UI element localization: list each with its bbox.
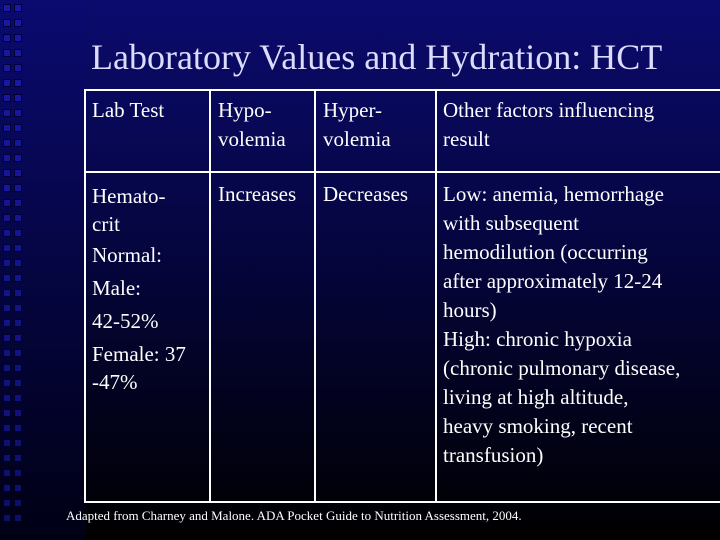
decorative-square	[3, 274, 11, 282]
cell-text: Hemato-	[92, 184, 166, 208]
decorative-square	[14, 124, 22, 132]
cell-lab-test	[92, 180, 186, 397]
header-text: Other factors influencing	[443, 98, 655, 122]
column-divider-1	[209, 91, 211, 501]
decorative-square	[14, 229, 22, 237]
decorative-square	[3, 424, 11, 432]
decorative-square	[14, 79, 22, 87]
column-divider-3	[435, 91, 437, 501]
decorative-square	[3, 364, 11, 372]
decorative-square	[14, 154, 22, 162]
cell-text: -47%	[92, 370, 138, 394]
decorative-square	[14, 199, 22, 207]
decorative-square	[14, 484, 22, 492]
cell-text: 42-52%	[92, 309, 159, 333]
header-text: result	[443, 127, 490, 151]
cell-text: Male:	[92, 276, 141, 300]
cell-text: living at high altitude,	[443, 385, 629, 409]
cell-hypervolemia	[323, 180, 408, 209]
decorative-square	[14, 409, 22, 417]
decorative-square	[3, 109, 11, 117]
decorative-square	[14, 214, 22, 222]
decorative-square	[3, 514, 11, 522]
cell-text: transfusion)	[443, 443, 544, 467]
decorative-square	[3, 4, 11, 12]
decorative-square	[3, 319, 11, 327]
side-strip	[0, 0, 86, 540]
header-text: Hypo-	[218, 98, 272, 122]
cell-other-factors	[443, 180, 680, 470]
cell-text: heavy smoking, recent	[443, 414, 633, 438]
cell-text: Decreases	[323, 182, 409, 206]
slide-title: Laboratory Values and Hydration: HCT	[91, 37, 663, 77]
cell-text: with subsequent	[443, 211, 579, 235]
decorative-square	[14, 469, 22, 477]
decorative-square	[14, 4, 22, 12]
decorative-square	[3, 19, 11, 27]
decorative-square	[14, 394, 22, 402]
decorative-square	[3, 349, 11, 357]
decorative-square	[3, 154, 11, 162]
decorative-square	[14, 34, 22, 42]
cell-text: Normal:	[92, 243, 162, 267]
header-text: volemia	[323, 127, 391, 151]
decorative-square	[3, 334, 11, 342]
decorative-square	[3, 34, 11, 42]
decorative-square	[14, 274, 22, 282]
decorative-square	[3, 49, 11, 57]
decorative-square	[14, 169, 22, 177]
decorative-squares	[3, 0, 25, 540]
decorative-square	[3, 124, 11, 132]
header-lab-test	[92, 96, 164, 125]
decorative-square	[3, 169, 11, 177]
cell-text: hours)	[443, 298, 497, 322]
cell-text: after approximately 12-24	[443, 269, 663, 293]
decorative-square	[3, 304, 11, 312]
decorative-square	[14, 424, 22, 432]
decorative-square	[14, 94, 22, 102]
decorative-square	[14, 439, 22, 447]
decorative-square	[3, 499, 11, 507]
decorative-square	[3, 289, 11, 297]
cell-text: Increases	[218, 182, 297, 206]
decorative-square	[14, 454, 22, 462]
header-text: volemia	[218, 127, 286, 151]
decorative-square	[3, 64, 11, 72]
decorative-square	[14, 244, 22, 252]
header-text: Lab Test	[92, 98, 165, 122]
header-text: Hyper-	[323, 98, 383, 122]
decorative-square	[3, 409, 11, 417]
decorative-square	[14, 514, 22, 522]
decorative-square	[14, 49, 22, 57]
decorative-square	[3, 244, 11, 252]
decorative-square	[14, 379, 22, 387]
decorative-square	[14, 364, 22, 372]
header-divider	[86, 171, 720, 173]
cell-text: crit	[92, 212, 120, 236]
decorative-square	[14, 289, 22, 297]
decorative-square	[3, 379, 11, 387]
decorative-square	[14, 259, 22, 267]
decorative-square	[3, 469, 11, 477]
decorative-square	[3, 94, 11, 102]
decorative-square	[3, 184, 11, 192]
decorative-square	[3, 484, 11, 492]
decorative-square	[3, 439, 11, 447]
decorative-square	[14, 349, 22, 357]
cell-text: Female: 37	[92, 342, 186, 366]
column-divider-2	[314, 91, 316, 501]
cell-text: High: chronic hypoxia	[443, 327, 632, 351]
decorative-square	[14, 319, 22, 327]
decorative-square	[14, 304, 22, 312]
cell-hypovolemia	[218, 180, 296, 209]
decorative-square	[3, 394, 11, 402]
decorative-square	[3, 79, 11, 87]
cell-text: Low: anemia, hemorrhage	[443, 182, 664, 206]
decorative-square	[3, 454, 11, 462]
lab-values-table	[84, 89, 720, 503]
decorative-square	[14, 334, 22, 342]
decorative-square	[3, 139, 11, 147]
decorative-square	[14, 64, 22, 72]
decorative-square	[14, 139, 22, 147]
header-other-factors	[443, 96, 654, 154]
decorative-square	[14, 109, 22, 117]
citation-footer: Adapted from Charney and Malone. ADA Pocket Guide to Nutrition Assessment, 2004.	[66, 508, 522, 523]
decorative-square	[14, 499, 22, 507]
header-hypovolemia	[218, 96, 286, 154]
header-hypervolemia	[323, 96, 391, 154]
decorative-square	[3, 229, 11, 237]
cell-text: (chronic pulmonary disease,	[443, 356, 681, 380]
decorative-square	[14, 19, 22, 27]
decorative-square	[3, 199, 11, 207]
decorative-square	[14, 184, 22, 192]
decorative-square	[3, 214, 11, 222]
cell-text: hemodilution (occurring	[443, 240, 648, 264]
decorative-square	[3, 259, 11, 267]
